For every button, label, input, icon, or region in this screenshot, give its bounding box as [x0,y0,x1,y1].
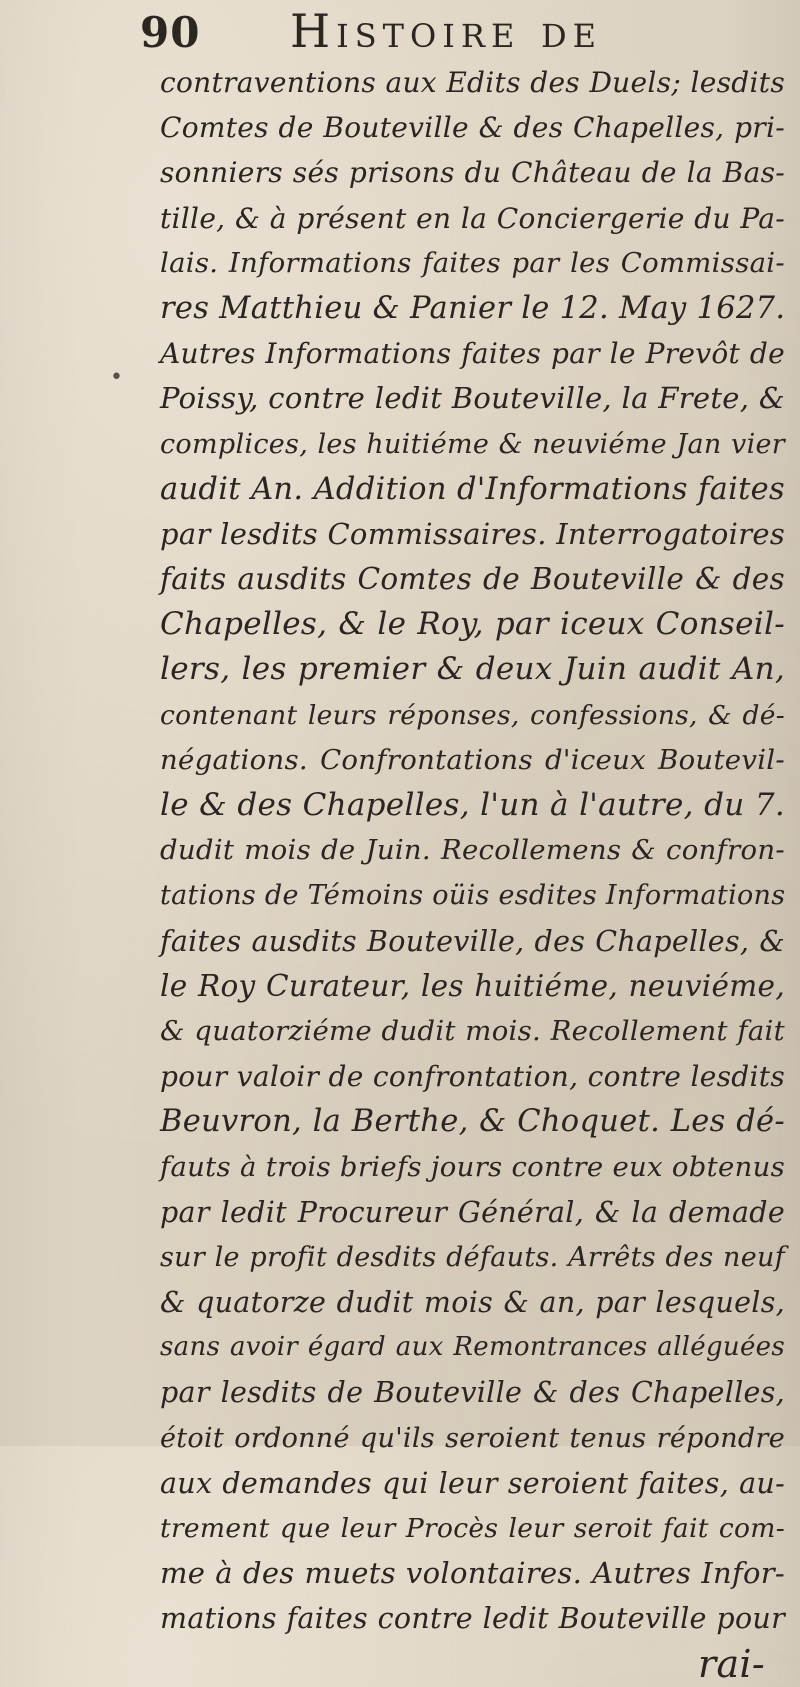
text-line: Beuvron, la Berthe, & Choquet. Les dé- [160,1104,785,1140]
margin-dot-mark: • [110,365,123,390]
body-text [160,60,785,1687]
text-line: & quatorze dudit mois & an, par lesquels, [160,1286,785,1320]
text-line: fauts à trois briefs jours contre eux obtenus [160,1150,786,1183]
page-header [140,2,780,62]
text-line: tations de Témoins oüis esdites Informations [160,880,786,912]
text-line: contraventions aux Edits des Duels; lesdits [160,66,785,99]
text-line: le Roy Curateur, les huitiéme, neuviéme, [160,968,785,1003]
text-line: Autres Informations faites par le Prevôt de [160,337,785,371]
text-line: négations. Confrontations d'iceux Boutevil- [160,743,785,776]
text-line: étoit ordonné qu'ils seroient tenus répondre [160,1422,785,1454]
text-line: audit An. Addition d'Informations faites [160,471,785,507]
text-line: mations faites contre ledit Bouteville pour [160,1602,785,1636]
text-line: le & des Chapelles, l'un à l'autre, du 7. [160,787,785,823]
text-line: sans avoir égard aux Remontrances alléguées [160,1332,785,1363]
text-line: sur le profit desdits défauts. Arrêts des neuf [160,1241,785,1273]
text-line: par ledit Procureur Général, & la demade [160,1195,785,1229]
text-line: & quatorziéme dudit mois. Recollement fait [160,1014,785,1047]
text-line: lers, les premier & deux Juin audit An, [160,651,785,688]
page-number: 90 [140,8,201,57]
text-line: Comtes de Bouteville & des Chapelles, pri- [160,111,785,145]
text-line: tille, & à présent en la Conciergerie du Pa- [160,201,785,235]
text-line: complices, les huitiéme & neuviéme Jan vier [160,428,785,460]
text-line: contenant leurs réponses, confessions, & dé- [160,699,785,731]
text-line: dudit mois de Juin. Recollemens & confron- [160,834,785,867]
text-line: pour valoir de confrontation, contre lesdits [160,1060,785,1094]
text-line: aux demandes qui leur seroient faites, au- [160,1466,785,1500]
text-line: lais. Informations faites par les Commissai- [160,246,785,279]
text-line: Poissy, contre ledit Bouteville, la Frete, & [160,381,785,416]
text-line: Chapelles, & le Roy, par iceux Conseil- [160,606,785,643]
text-line: faits ausdits Comtes de Bouteville & des [160,562,785,597]
text-line: trement que leur Procès leur seroit fait com- [160,1513,785,1544]
text-line: res Matthieu & Panier le 12. May 1627. [160,290,786,326]
text-line: par lesdits Commissaires. Interrogatoires [160,516,786,551]
text-line: sonniers sés prisons du Château de la Bas- [160,156,785,190]
catchword: rai- [697,1641,765,1686]
text-line: me à des muets volontaires. Autres Infor- [160,1556,785,1591]
running-title: Histoire de [290,4,602,58]
text-line: faites ausdits Bouteville, des Chapelles, & [160,924,785,958]
text-line: par lesdits de Bouteville & des Chapelles, [160,1376,785,1410]
